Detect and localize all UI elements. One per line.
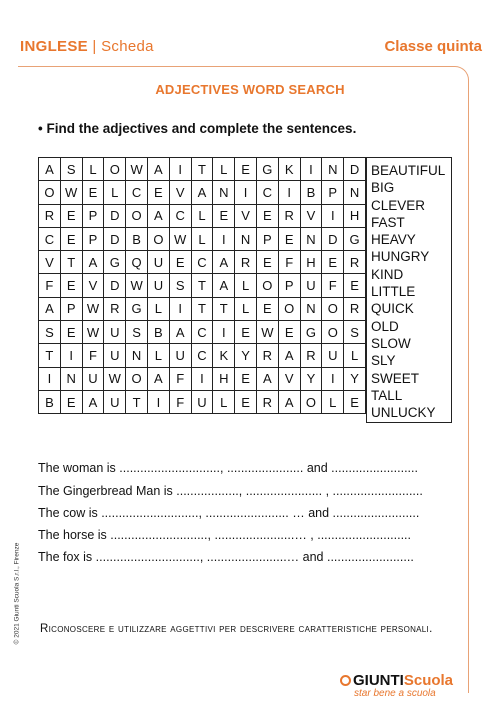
grid-cell[interactable]: C — [126, 181, 148, 204]
grid-cell[interactable]: W — [256, 321, 278, 344]
subject-heading — [20, 38, 154, 55]
grid-row — [39, 158, 366, 181]
grid-cell[interactable]: A — [147, 158, 169, 181]
grid-cell[interactable]: L — [191, 227, 213, 250]
grid-cell[interactable]: R — [39, 204, 61, 227]
word-list-item: SLOW — [371, 335, 411, 351]
grid-cell[interactable]: E — [235, 390, 257, 413]
grid-cell[interactable]: F — [322, 274, 344, 297]
grid-cell[interactable]: T — [191, 274, 213, 297]
grid-cell[interactable]: R — [235, 251, 257, 274]
grid-cell[interactable]: I — [235, 181, 257, 204]
grid-cell[interactable]: N — [60, 367, 82, 390]
grid-cell[interactable]: K — [278, 158, 300, 181]
grid-cell[interactable]: O — [104, 158, 126, 181]
grid-cell[interactable]: A — [191, 181, 213, 204]
grid-cell[interactable]: E — [60, 321, 82, 344]
grid-cell[interactable]: T — [126, 390, 148, 413]
grid-cell[interactable]: O — [256, 274, 278, 297]
grid-cell[interactable]: W — [82, 321, 104, 344]
grid-row — [39, 204, 366, 227]
grid-cell[interactable]: L — [147, 344, 169, 367]
learning-objective: Riconoscere e utilizzare aggettivi per descrivere caratteristiche personali. — [40, 623, 433, 635]
grid-cell[interactable]: E — [60, 390, 82, 413]
word-list-item: BIG — [371, 180, 395, 196]
grid-cell[interactable]: O — [322, 321, 344, 344]
grid-cell[interactable]: E — [256, 204, 278, 227]
grid-cell[interactable]: R — [300, 344, 322, 367]
grid-cell[interactable]: E — [344, 274, 366, 297]
grid-cell[interactable]: L — [344, 344, 366, 367]
grid-cell[interactable]: W — [169, 227, 191, 250]
grid-cell[interactable]: W — [104, 367, 126, 390]
grid-cell[interactable]: E — [278, 227, 300, 250]
grid-cell[interactable]: L — [235, 297, 257, 320]
grid-cell[interactable]: B — [300, 181, 322, 204]
grid-cell[interactable]: N — [213, 181, 235, 204]
grid-cell[interactable]: U — [147, 274, 169, 297]
word-list-item: CLEVER — [371, 197, 426, 213]
grid-cell[interactable]: N — [235, 227, 257, 250]
grid-cell[interactable]: I — [300, 158, 322, 181]
grid-cell[interactable]: U — [104, 321, 126, 344]
grid-cell[interactable]: E — [256, 251, 278, 274]
grid-cell[interactable]: I — [322, 367, 344, 390]
grid-cell[interactable]: A — [256, 367, 278, 390]
grid-cell[interactable]: Y — [344, 367, 366, 390]
grid-cell[interactable]: A — [213, 251, 235, 274]
grid-row — [39, 227, 366, 250]
grid-cell[interactable]: N — [126, 344, 148, 367]
grid-cell[interactable]: I — [147, 390, 169, 413]
logo-wordmark — [340, 672, 470, 689]
grid-cell[interactable]: A — [213, 274, 235, 297]
grid-cell[interactable]: G — [344, 227, 366, 250]
grid-cell[interactable]: L — [235, 274, 257, 297]
grid-cell[interactable]: T — [213, 297, 235, 320]
grid-row — [39, 344, 366, 367]
grid-cell[interactable]: C — [191, 321, 213, 344]
grid-cell[interactable]: I — [322, 204, 344, 227]
grid-cell[interactable]: O — [39, 181, 61, 204]
grid-cell[interactable]: S — [126, 321, 148, 344]
grid-cell[interactable]: U — [300, 274, 322, 297]
grid-cell[interactable]: E — [60, 274, 82, 297]
grid-cell[interactable]: G — [300, 321, 322, 344]
grid-cell[interactable]: P — [322, 181, 344, 204]
grid-cell[interactable]: E — [235, 158, 257, 181]
grid-cell[interactable]: S — [39, 321, 61, 344]
grid-cell[interactable]: W — [60, 181, 82, 204]
grid-cell[interactable]: Y — [235, 344, 257, 367]
grid-cell[interactable]: E — [169, 251, 191, 274]
grid-cell[interactable]: F — [169, 390, 191, 413]
sentence-line[interactable]: The Gingerbread Man is .................., ...................... , .......................... — [38, 484, 423, 498]
grid-cell[interactable]: E — [235, 321, 257, 344]
grid-cell[interactable]: T — [39, 344, 61, 367]
page-header — [20, 38, 482, 60]
grid-cell[interactable]: F — [278, 251, 300, 274]
word-list-item: LITTLE — [371, 284, 416, 300]
grid-cell[interactable]: Q — [126, 251, 148, 274]
word-list-item: HUNGRY — [371, 249, 430, 265]
grid-cell[interactable]: E — [147, 181, 169, 204]
grid-cell[interactable]: F — [39, 274, 61, 297]
grid-cell[interactable]: I — [169, 297, 191, 320]
grid-cell[interactable]: S — [169, 274, 191, 297]
grid-cell[interactable]: D — [322, 227, 344, 250]
word-search-grid — [38, 157, 366, 414]
grid-cell[interactable]: U — [322, 344, 344, 367]
grid-cell[interactable]: A — [147, 204, 169, 227]
grid-cell[interactable]: A — [82, 251, 104, 274]
grid-cell[interactable]: O — [300, 390, 322, 413]
grid-cell[interactable]: R — [344, 297, 366, 320]
grid-cell[interactable]: H — [213, 367, 235, 390]
copyright-notice: © 2021 Giunti Scuola S.r.l., Firenze — [13, 542, 21, 645]
grid-cell[interactable]: C — [169, 204, 191, 227]
grid-cell[interactable]: N — [344, 181, 366, 204]
logo-tagline: star bene a scuola — [354, 688, 436, 699]
logo-brand-a: GIUNTI — [353, 672, 404, 689]
grid-cell[interactable]: I — [169, 158, 191, 181]
word-list-item: QUICK — [371, 301, 414, 317]
grid-cell[interactable]: V — [300, 204, 322, 227]
grid-cell[interactable]: L — [104, 181, 126, 204]
grid-cell[interactable]: T — [191, 297, 213, 320]
word-list-item: TALL — [371, 387, 403, 403]
grid-cell[interactable]: A — [169, 321, 191, 344]
grid-cell[interactable]: G — [256, 158, 278, 181]
grid-cell[interactable]: O — [126, 367, 148, 390]
grid-row — [39, 367, 366, 390]
grid-cell[interactable]: I — [213, 227, 235, 250]
grid-cell[interactable]: O — [322, 297, 344, 320]
grid-cell[interactable]: A — [147, 367, 169, 390]
grid-cell[interactable]: N — [300, 227, 322, 250]
grid-cell[interactable]: Y — [300, 367, 322, 390]
grid-cell[interactable]: I — [191, 367, 213, 390]
grid-cell[interactable]: E — [60, 227, 82, 250]
grid-row — [39, 251, 366, 274]
grid-cell[interactable]: R — [278, 204, 300, 227]
grid-cell[interactable]: V — [82, 274, 104, 297]
grid-cell[interactable]: H — [300, 251, 322, 274]
grid-cell[interactable]: D — [344, 158, 366, 181]
word-list-item: SLY — [371, 353, 396, 369]
grid-cell[interactable]: R — [256, 344, 278, 367]
grid-cell[interactable]: U — [169, 344, 191, 367]
grid-cell[interactable]: G — [104, 251, 126, 274]
grid-cell[interactable]: G — [126, 297, 148, 320]
grid-cell[interactable]: L — [147, 297, 169, 320]
grid-cell[interactable]: A — [278, 344, 300, 367]
grid-cell[interactable]: N — [322, 158, 344, 181]
publisher-logo — [340, 672, 470, 712]
logo-g-icon — [340, 675, 351, 686]
grid-cell[interactable]: V — [39, 251, 61, 274]
grid-cell[interactable]: E — [60, 204, 82, 227]
grid-cell[interactable]: R — [344, 251, 366, 274]
grid-cell[interactable]: F — [82, 344, 104, 367]
grid-row — [39, 181, 366, 204]
grid-cell[interactable]: S — [344, 321, 366, 344]
grid-cell[interactable]: E — [213, 204, 235, 227]
grid-row — [39, 390, 366, 413]
grid-cell[interactable]: T — [191, 158, 213, 181]
grid-cell[interactable]: O — [278, 297, 300, 320]
grid-cell[interactable]: C — [191, 251, 213, 274]
grid-cell[interactable]: T — [60, 251, 82, 274]
grid-cell[interactable]: B — [126, 227, 148, 250]
word-list-item: HEAVY — [371, 232, 416, 248]
grid-cell[interactable]: E — [82, 181, 104, 204]
grid-cell[interactable]: L — [213, 158, 235, 181]
grid-cell[interactable]: A — [278, 390, 300, 413]
sentence-line[interactable]: The woman is ............................., ...................... and ......................... — [38, 461, 418, 475]
grid-cell[interactable]: V — [235, 204, 257, 227]
grid-cell[interactable]: I — [278, 181, 300, 204]
grid-cell[interactable]: P — [278, 274, 300, 297]
grid-cell[interactable]: U — [104, 390, 126, 413]
grid-cell[interactable]: E — [235, 367, 257, 390]
word-list-item: KIND — [371, 266, 404, 282]
grade-label: Classe quinta — [384, 38, 482, 55]
grid-cell[interactable]: F — [169, 367, 191, 390]
grid-cell[interactable]: A — [39, 158, 61, 181]
grid-cell[interactable]: W — [82, 297, 104, 320]
grid-cell[interactable]: U — [104, 344, 126, 367]
header-separator: | — [92, 38, 97, 55]
grid-cell[interactable]: R — [256, 390, 278, 413]
logo-brand-b: Scuola — [403, 672, 454, 689]
grid-cell[interactable]: C — [256, 181, 278, 204]
word-list-item: UNLUCKY — [371, 405, 436, 421]
grid-cell[interactable]: C — [191, 344, 213, 367]
grid-cell[interactable]: B — [147, 321, 169, 344]
grid-cell[interactable]: V — [169, 181, 191, 204]
instruction-text: • Find the adjectives and complete the sentences. — [38, 121, 357, 136]
grid-cell[interactable]: L — [191, 204, 213, 227]
grid-cell[interactable]: O — [126, 204, 148, 227]
grid-row — [39, 274, 366, 297]
sentence-line[interactable]: The horse is ............................, .......................… , ........................... — [38, 528, 412, 542]
subject-label: INGLESE — [20, 38, 88, 55]
grid-cell[interactable]: C — [39, 227, 61, 250]
grid-cell[interactable]: H — [344, 204, 366, 227]
grid-cell[interactable]: E — [278, 321, 300, 344]
grid-cell[interactable]: E — [322, 251, 344, 274]
grid-cell[interactable]: L — [82, 158, 104, 181]
grid-cell[interactable]: V — [278, 367, 300, 390]
worksheet-title: ADJECTIVES WORD SEARCH — [155, 82, 345, 97]
grid-cell[interactable]: D — [104, 227, 126, 250]
grid-cell[interactable]: E — [344, 390, 366, 413]
grid-cell[interactable]: U — [82, 367, 104, 390]
word-list-item: OLD — [371, 318, 399, 334]
word-list-item: FAST — [371, 214, 405, 230]
grid-cell[interactable]: P — [82, 227, 104, 250]
grid-cell[interactable]: I — [213, 321, 235, 344]
grid-cell[interactable]: D — [104, 274, 126, 297]
grid-cell[interactable]: N — [300, 297, 322, 320]
grid-cell[interactable]: I — [39, 367, 61, 390]
sentence-line[interactable]: The cow is ............................, ........................ … and ......................... — [38, 506, 420, 520]
grid-cell[interactable]: W — [126, 158, 148, 181]
grid-cell[interactable]: P — [256, 227, 278, 250]
grid-cell[interactable]: U — [147, 251, 169, 274]
grid-cell[interactable]: E — [256, 297, 278, 320]
word-list-item: BEAUTIFUL — [371, 163, 446, 178]
word-list-item: SWEET — [371, 370, 420, 386]
grid-cell[interactable]: D — [104, 204, 126, 227]
grid-cell[interactable]: R — [104, 297, 126, 320]
grid-cell[interactable]: O — [147, 227, 169, 250]
grid-cell[interactable]: L — [322, 390, 344, 413]
grid-cell[interactable]: P — [60, 297, 82, 320]
grid-cell[interactable]: I — [60, 344, 82, 367]
grid-cell[interactable]: A — [82, 390, 104, 413]
grid-cell[interactable]: U — [191, 390, 213, 413]
grid-cell[interactable]: K — [213, 344, 235, 367]
grid-cell[interactable]: W — [126, 274, 148, 297]
grid-row — [39, 321, 366, 344]
word-list-box — [366, 157, 452, 423]
grid-cell[interactable]: S — [60, 158, 82, 181]
section-label: Scheda — [101, 38, 154, 55]
sentence-line[interactable]: The fox is .............................., .......................… and ......................... — [38, 550, 414, 564]
grid-cell[interactable]: P — [82, 204, 104, 227]
grid-cell[interactable]: L — [213, 390, 235, 413]
grid-cell[interactable]: B — [39, 390, 61, 413]
grid-cell[interactable]: A — [39, 297, 61, 320]
grid-row — [39, 297, 366, 320]
